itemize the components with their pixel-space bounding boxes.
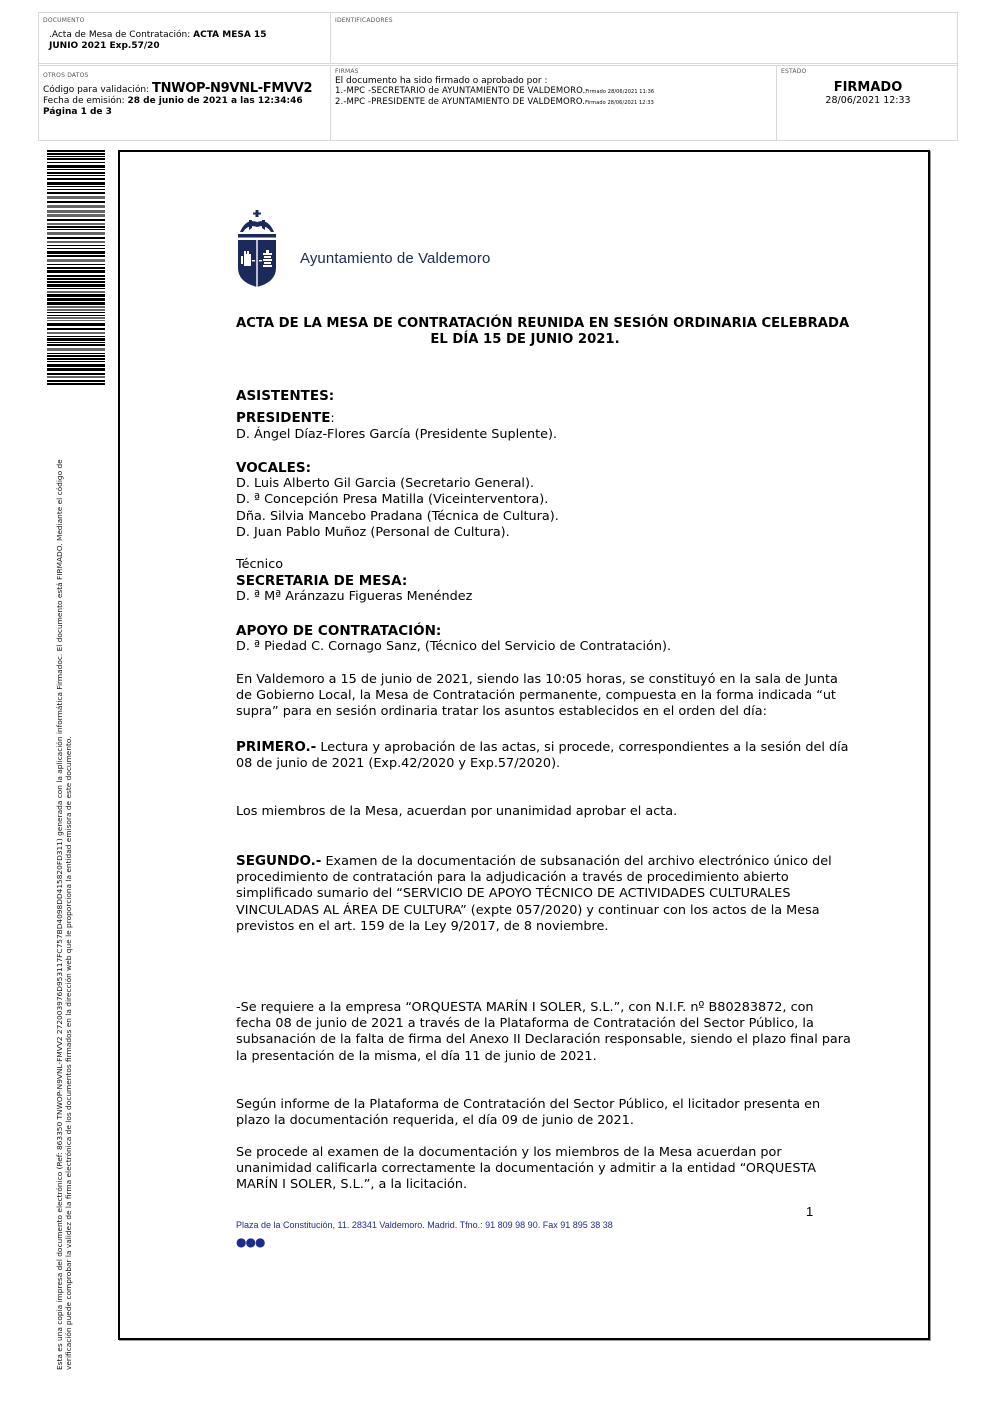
barcode-bar <box>47 309 105 311</box>
vocal-item: Dña. Silvia Mancebo Pradana (Técnica de Cultura). <box>236 508 559 524</box>
primero-paragraph <box>236 739 849 772</box>
side-note-line-2: verificación puede comprobar la validez de la firma electrónica de los documentos firmados en la dirección web que le proporciona la entidad emisora de este documento. <box>64 736 73 1370</box>
barcode-bar <box>47 281 105 283</box>
barcode-bar <box>47 288 105 289</box>
presidente-heading: PRESIDENTE <box>236 410 331 426</box>
barcode-bar <box>47 178 105 180</box>
acta-title <box>236 316 850 348</box>
paragraph-line: simplificado sumario del “SERVICIO DE APOYO TÉCNICO DE ACTIVIDADES CULTURALES <box>236 886 791 902</box>
presidente-section <box>236 410 814 443</box>
secretaria-section <box>236 557 814 606</box>
pagina-info <box>43 107 326 118</box>
barcode-bar <box>47 315 105 316</box>
barcode-bar <box>47 255 105 257</box>
vocales-section <box>236 460 814 541</box>
presidente-name: D. Ángel Díaz-Flores García (Presidente Suplente). <box>236 427 558 443</box>
barcode-bar <box>47 229 105 230</box>
presidente-colon: : <box>330 411 335 426</box>
pagina-value: Página 1 de 3 <box>43 107 112 117</box>
segun-paragraph <box>236 1097 821 1129</box>
barcode-bar <box>47 186 105 187</box>
estado-date: 28/06/2021 12:33 <box>825 95 911 106</box>
document-title-bold: ACTA MESA 15 JUNIO 2021 Exp.57/20 <box>49 30 267 51</box>
paragraph-line: Lectura y aprobación de las actas, si procede, correspondientes a la sesión del día <box>316 740 849 755</box>
firma-text: 1.-MPC -SECRETARIO de AYUNTAMIENTO DE VALDEMORO. <box>335 86 586 96</box>
document-page <box>118 150 930 1340</box>
estado-cell <box>777 66 959 141</box>
paragraph-line: VINCULADAS AL ÁREA DE CULTURA” (expte 057/2020) y continuar con los actos de la Mesa <box>236 902 820 918</box>
barcode-bar <box>47 306 105 308</box>
barcode-bar <box>47 368 105 371</box>
coat-of-arms-icon <box>236 210 278 288</box>
title-line: ACTA DE LA MESA DE CONTRATACIÓN REUNIDA EN SESIÓN ORDINARIA CELEBRADA <box>236 316 850 331</box>
firmas-intro: El documento ha sido firmado o aprobado por : <box>335 76 548 86</box>
barcode-bar <box>47 264 105 265</box>
document-title-prefix: .Acta de Mesa de Contratación: <box>49 30 194 40</box>
barcode-bar <box>47 248 105 249</box>
vocal-item: D. Juan Pablo Muñoz (Personal de Cultura). <box>236 524 510 540</box>
firma-item <box>335 86 772 97</box>
intro-paragraph <box>236 672 838 721</box>
barcode-bar <box>47 210 105 213</box>
barcode-bar <box>47 214 105 217</box>
document-title <box>49 30 289 52</box>
barcode-bar <box>47 241 105 243</box>
barcode-bar <box>47 348 105 351</box>
acuerdo-paragraph: Los miembros de la Mesa, acuerdan por unanimidad aprobar el acta. <box>236 804 678 819</box>
barcode-bar <box>47 338 105 341</box>
barcode-bar <box>47 332 105 334</box>
otros-datos-cell <box>39 66 331 141</box>
estado-caption: ESTADO <box>781 68 807 75</box>
letterhead-logo <box>236 210 536 290</box>
paragraph-line: unanimidad calificarla correctamente la documentación y admitir a la entidad “ORQUESTA <box>236 1161 817 1177</box>
barcode-bar <box>47 298 105 301</box>
org-name: Ayuntamiento de Valdemoro <box>300 250 491 267</box>
page-number: 1 <box>806 1204 814 1219</box>
estado-value: FIRMADO <box>833 80 903 95</box>
tecnico-label: Técnico <box>236 557 284 572</box>
vocal-item: D. ª Concepción Presa Matilla (Viceinterventora). <box>236 492 549 508</box>
barcode-bar <box>47 153 105 155</box>
firma-text: 2.-MPC -PRESIDENTE de AYUNTAMIENTO DE VALDEMORO. <box>335 97 586 107</box>
barcode-bar <box>47 182 105 185</box>
barcode-bar <box>47 383 105 385</box>
apoyo-section <box>236 623 814 655</box>
apoyo-heading: APOYO DE CONTRATACIÓN: <box>236 623 442 639</box>
barcode-bar <box>47 373 105 375</box>
barcode-bar <box>47 251 105 254</box>
firma-item <box>335 97 772 108</box>
barcode-bar <box>47 358 105 360</box>
paragraph-line: la presentación de la misma, el día 11 de junio de 2021. <box>236 1048 597 1064</box>
barcode-bar <box>47 219 105 221</box>
barcode <box>47 150 105 390</box>
fecha-label: Fecha de emisión: <box>43 96 128 106</box>
barcode-bar <box>47 245 105 246</box>
barcode-bar <box>47 232 105 235</box>
barcode-bar <box>47 275 105 277</box>
footer-address: Plaza de la Constitución, 11. 28341 Valdemoro. Madrid. Tfno.: 91 809 98 90. Fax 91 895 38 38 <box>236 1220 613 1230</box>
paragraph-line: Examen de la documentación de subsanación del archivo electrónico único del <box>321 854 832 869</box>
paragraph-line: Se procede al examen de la documentación y los miembros de la Mesa acuerdan por <box>236 1145 782 1160</box>
codigo-label: Código para validación: <box>43 85 153 95</box>
barcode-bar <box>47 156 105 157</box>
requiere-paragraph <box>236 1000 851 1065</box>
side-verification-note <box>55 430 73 1370</box>
barcode-bar <box>47 294 105 297</box>
barcode-bar <box>47 355 105 357</box>
apoyo-name: D. ª Piedad C. Cornago Sanz, (Técnico del Servicio de Contratación). <box>236 639 672 655</box>
firmas-cell <box>331 66 777 141</box>
barcode-bar <box>47 205 105 208</box>
codigo-value[interactable]: TNWOP-N9VNL-FMVV2 <box>152 81 313 96</box>
procede-paragraph <box>236 1145 817 1194</box>
identificadores-caption: IDENTIFICADORES <box>335 17 393 24</box>
barcode-bar <box>47 270 105 273</box>
vocales-heading: VOCALES: <box>236 460 311 476</box>
barcode-bar <box>47 172 105 174</box>
segundo-paragraph <box>236 853 832 935</box>
secretaria-name: D. ª Mª Aránzazu Figueras Menéndez <box>236 589 473 605</box>
barcode-bar <box>47 342 105 343</box>
fecha-value: 28 de junio de 2021 a las 12:34:46 <box>127 96 303 106</box>
barcode-bar <box>47 302 105 305</box>
paragraph-line: subsanación de la falta de firma del Anexo II Declaración responsable, siendo el plazo final para <box>236 1032 851 1048</box>
paragraph-line: MARÍN I SOLER, S.L.”, a la licitación. <box>236 1177 468 1193</box>
identificadores-cell <box>331 13 959 63</box>
barcode-bar <box>47 175 105 176</box>
secretaria-heading: SECRETARIA DE MESA: <box>236 573 408 590</box>
barcode-bar <box>47 196 105 199</box>
barcode-bar <box>47 376 105 378</box>
paragraph-line: -Se requiere a la empresa “ORQUESTA MARÍN I SOLER, S.L.”, con N.I.F. nº B80283872, con <box>236 1000 814 1015</box>
barcode-bar <box>47 291 105 293</box>
barcode-bar <box>47 278 105 280</box>
vocal-item: D. Luis Alberto Gil Garcia (Secretario General). <box>236 476 535 492</box>
barcode-bar <box>47 380 105 382</box>
documento-caption: DOCUMENTO <box>43 17 85 24</box>
paragraph-line: fecha 08 de junio de 2021 a través de la Plataforma de Contratación del Sector Público, la <box>236 1016 814 1032</box>
barcode-bar <box>47 237 105 239</box>
asistentes-heading: ASISTENTES: <box>236 388 335 404</box>
barcode-bar <box>47 267 105 269</box>
paragraph-line: En Valdemoro a 15 de junio de 2021, siendo las 10:05 horas, se constituyó en la sala de Junta <box>236 672 838 687</box>
barcode-bar <box>47 189 105 190</box>
firma-date: Firmado 28/06/2021 11:36 <box>585 89 655 95</box>
firmas-caption: FIRMAS <box>335 68 359 75</box>
signature-stamp-header <box>38 12 958 141</box>
barcode-bar <box>47 201 105 203</box>
side-note-line-1: Esta es una copia impresa del documento electrónico (Ref: 863350 TNWOP-N9VNL-FMVV2 272003976D953117FC757BD4098DD415820FD311) generada con la aplicación informática Firmadoc. El documento está FIRMADO. Mediante el código de <box>55 459 64 1370</box>
paragraph-line: de Gobierno Local, la Mesa de Contratación permanente, compuesta en la forma indicada “ut <box>236 688 836 704</box>
barcode-bar <box>47 336 105 337</box>
paragraph-line: supra” para en sesión ordinaria tratar los asuntos establecidos en el orden del día: <box>236 704 767 720</box>
barcode-bar <box>47 169 105 170</box>
paragraph-line: 08 de junio de 2021 (Exp.42/2020 y Exp.57/2020). <box>236 756 561 772</box>
fecha-emision <box>43 96 326 107</box>
segundo-label: SEGUNDO.- <box>236 853 322 869</box>
barcode-bar <box>47 259 105 262</box>
title-line: EL DÍA 15 DE JUNIO 2021. <box>430 332 620 347</box>
barcode-bar <box>47 162 105 163</box>
barcode-bar <box>47 344 105 346</box>
barcode-bar <box>47 353 105 354</box>
primero-label: PRIMERO.- <box>236 739 317 755</box>
footer-dots-icon: ●●● <box>236 1235 265 1249</box>
barcode-bar <box>47 223 105 225</box>
barcode-bar <box>47 364 105 367</box>
barcode-bar <box>47 192 105 194</box>
barcode-bar <box>47 312 105 313</box>
barcode-bar <box>47 226 105 228</box>
documento-cell <box>39 13 331 63</box>
barcode-bar <box>47 328 105 330</box>
barcode-bar <box>47 158 105 160</box>
otros-datos-caption: OTROS DATOS <box>43 72 89 79</box>
paragraph-line: previstos en el art. 159 de la Ley 9/2017, de 8 noviembre. <box>236 918 609 934</box>
barcode-bar <box>47 165 105 168</box>
barcode-bar <box>47 361 105 362</box>
paragraph-line: Según informe de la Plataforma de Contratación del Sector Público, el licitador presenta en <box>236 1097 821 1112</box>
paragraph-line: procedimiento de contratación para la adjudicación a través de procedimiento abierto <box>236 870 789 886</box>
codigo-validacion <box>43 83 326 96</box>
barcode-bar <box>47 323 105 326</box>
paragraph-line: plazo la documentación requerida, el día 09 de junio de 2021. <box>236 1113 634 1129</box>
firma-date: Firmado 28/06/2021 12:33 <box>585 100 654 106</box>
barcode-bar <box>47 284 105 287</box>
barcode-bar <box>47 150 105 152</box>
barcode-bar <box>47 320 105 321</box>
barcode-bar <box>47 317 105 319</box>
